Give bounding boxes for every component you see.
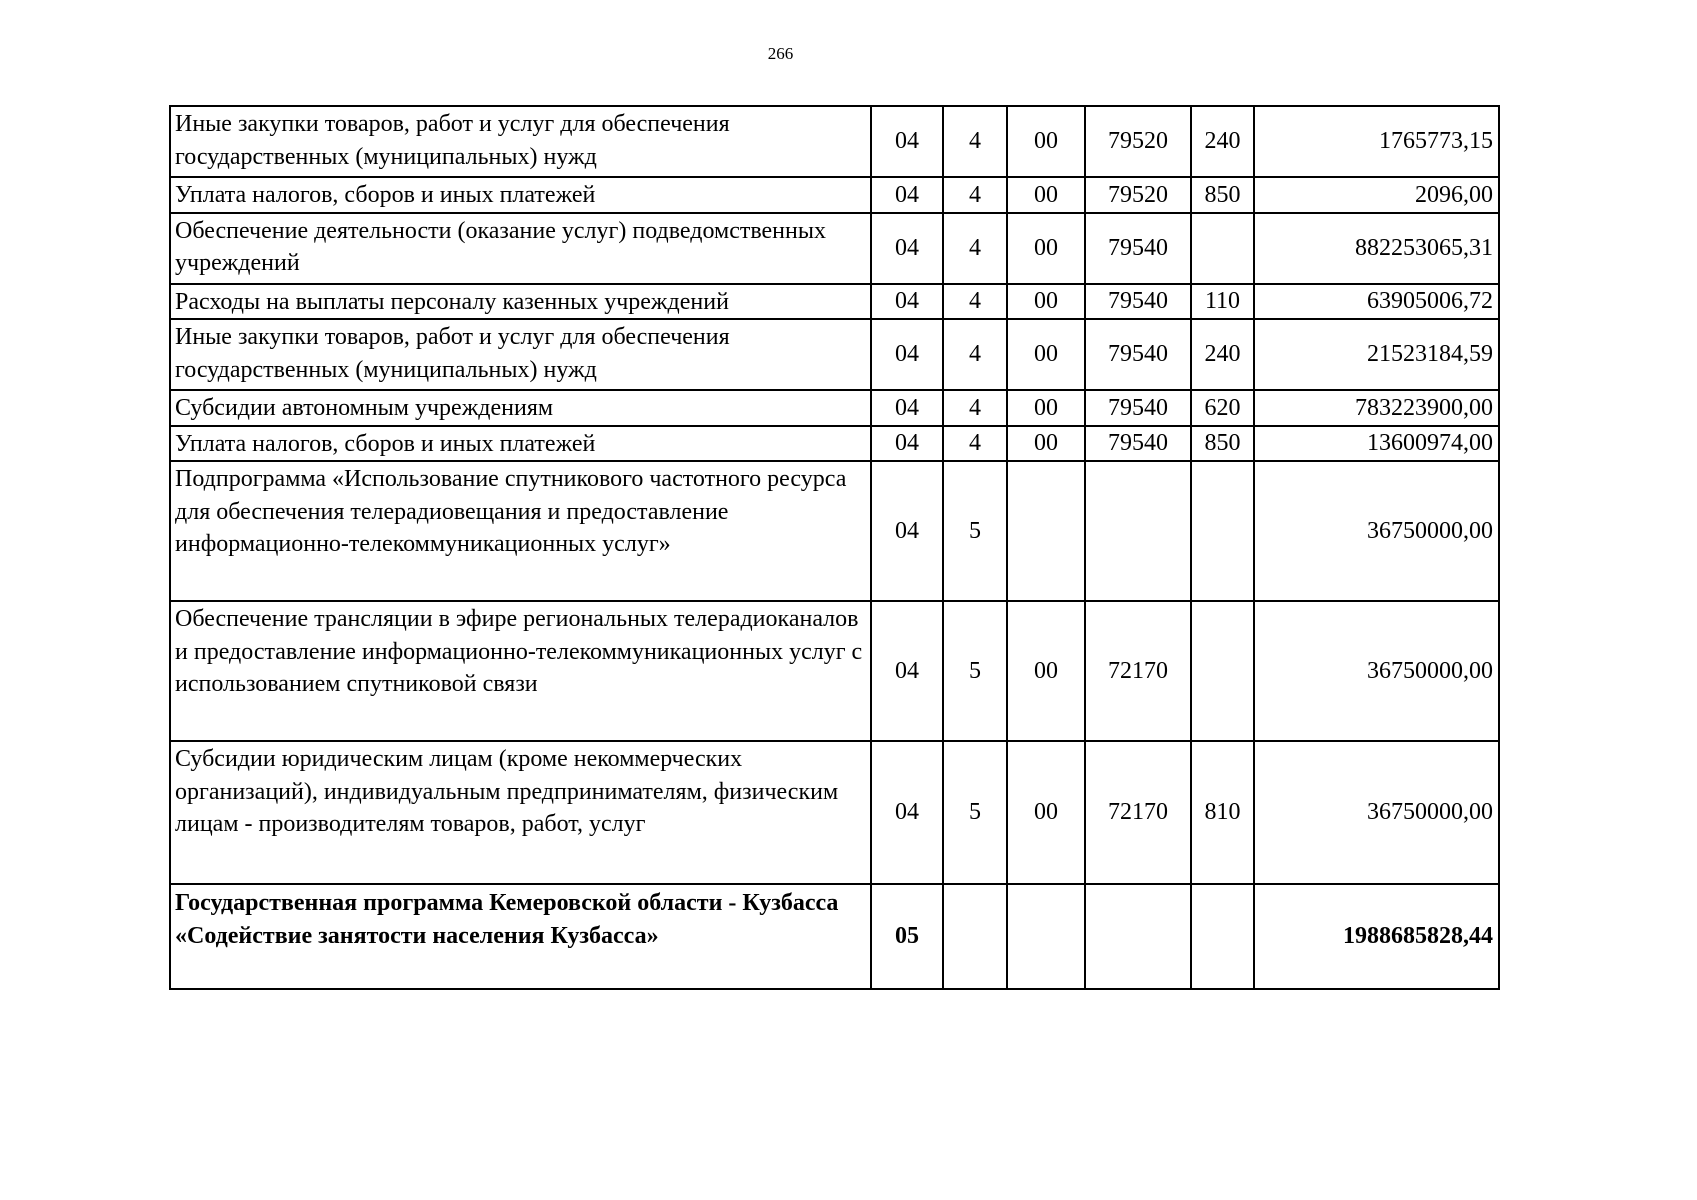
direction-code bbox=[1085, 884, 1191, 989]
subprogram-code: 00 bbox=[1007, 426, 1085, 462]
row-name: Обеспечение деятельности (оказание услуг) подведомственных учреждений bbox=[170, 213, 871, 284]
amount: 1765773,15 bbox=[1254, 106, 1499, 177]
program-code: 4 bbox=[943, 390, 1007, 426]
program-code: 4 bbox=[943, 213, 1007, 284]
direction-code: 72170 bbox=[1085, 601, 1191, 741]
row-name: Иные закупки товаров, работ и услуг для обеспечения государственных (муниципальных) нужд bbox=[170, 319, 871, 390]
section-code: 05 bbox=[871, 884, 943, 989]
section-code: 04 bbox=[871, 426, 943, 462]
section-code: 04 bbox=[871, 601, 943, 741]
expense-type-code: 850 bbox=[1191, 177, 1254, 213]
table-row bbox=[170, 426, 1499, 462]
subprogram-code: 00 bbox=[1007, 213, 1085, 284]
section-code: 04 bbox=[871, 284, 943, 320]
table-row bbox=[170, 461, 1499, 601]
row-name: Уплата налогов, сборов и иных платежей bbox=[170, 177, 871, 213]
amount: 783223900,00 bbox=[1254, 390, 1499, 426]
section-code: 04 bbox=[871, 461, 943, 601]
subprogram-code: 00 bbox=[1007, 106, 1085, 177]
amount: 63905006,72 bbox=[1254, 284, 1499, 320]
direction-code: 79540 bbox=[1085, 284, 1191, 320]
subprogram-code: 00 bbox=[1007, 319, 1085, 390]
subprogram-code: 00 bbox=[1007, 390, 1085, 426]
expense-type-code: 850 bbox=[1191, 426, 1254, 462]
budget-table bbox=[169, 105, 1500, 990]
subprogram-code: 00 bbox=[1007, 741, 1085, 884]
row-name: Государственная программа Кемеровской области - Кузбасса «Содействие занятости населения Кузбасса» bbox=[170, 884, 871, 989]
program-code: 4 bbox=[943, 284, 1007, 320]
direction-code: 79540 bbox=[1085, 390, 1191, 426]
section-code: 04 bbox=[871, 390, 943, 426]
amount: 882253065,31 bbox=[1254, 213, 1499, 284]
amount: 36750000,00 bbox=[1254, 601, 1499, 741]
amount: 13600974,00 bbox=[1254, 426, 1499, 462]
program-code: 4 bbox=[943, 177, 1007, 213]
expense-type-code: 810 bbox=[1191, 741, 1254, 884]
expense-type-code bbox=[1191, 213, 1254, 284]
amount: 2096,00 bbox=[1254, 177, 1499, 213]
direction-code: 79520 bbox=[1085, 106, 1191, 177]
subprogram-code: 00 bbox=[1007, 177, 1085, 213]
amount: 21523184,59 bbox=[1254, 319, 1499, 390]
table-row bbox=[170, 177, 1499, 213]
subprogram-code: 00 bbox=[1007, 284, 1085, 320]
row-name: Расходы на выплаты персоналу казенных учреждений bbox=[170, 284, 871, 320]
section-code: 04 bbox=[871, 213, 943, 284]
table-row bbox=[170, 284, 1499, 320]
table-row bbox=[170, 741, 1499, 884]
subprogram-code: 00 bbox=[1007, 601, 1085, 741]
program-code: 5 bbox=[943, 741, 1007, 884]
table-row bbox=[170, 106, 1499, 177]
row-name: Иные закупки товаров, работ и услуг для обеспечения государственных (муниципальных) нужд bbox=[170, 106, 871, 177]
row-name: Субсидии юридическим лицам (кроме некоммерческих организаций), индивидуальным предпринимателям, физическим лицам - производителям товаров, работ, услуг bbox=[170, 741, 871, 884]
program-code: 4 bbox=[943, 106, 1007, 177]
program-code: 5 bbox=[943, 601, 1007, 741]
subprogram-code bbox=[1007, 884, 1085, 989]
direction-code: 79540 bbox=[1085, 426, 1191, 462]
table-row bbox=[170, 601, 1499, 741]
table-row-program-total bbox=[170, 884, 1499, 989]
amount: 1988685828,44 bbox=[1254, 884, 1499, 989]
expense-type-code: 240 bbox=[1191, 319, 1254, 390]
expense-type-code: 620 bbox=[1191, 390, 1254, 426]
page-number: 266 bbox=[767, 44, 794, 63]
program-code: 5 bbox=[943, 461, 1007, 601]
section-code: 04 bbox=[871, 741, 943, 884]
program-code: 4 bbox=[943, 319, 1007, 390]
expense-type-code: 110 bbox=[1191, 284, 1254, 320]
direction-code bbox=[1085, 461, 1191, 601]
row-name: Обеспечение трансляции в эфире региональных телерадиоканалов и предоставление информационно-телекоммуникационных услуг с использованием спутниковой связи bbox=[170, 601, 871, 741]
direction-code: 79540 bbox=[1085, 213, 1191, 284]
direction-code: 79540 bbox=[1085, 319, 1191, 390]
direction-code: 72170 bbox=[1085, 741, 1191, 884]
section-code: 04 bbox=[871, 177, 943, 213]
expense-type-code: 240 bbox=[1191, 106, 1254, 177]
program-code bbox=[943, 884, 1007, 989]
row-name: Уплата налогов, сборов и иных платежей bbox=[170, 426, 871, 462]
direction-code: 79520 bbox=[1085, 177, 1191, 213]
row-name: Субсидии автономным учреждениям bbox=[170, 390, 871, 426]
table-row bbox=[170, 390, 1499, 426]
expense-type-code bbox=[1191, 884, 1254, 989]
table-row bbox=[170, 213, 1499, 284]
amount: 36750000,00 bbox=[1254, 461, 1499, 601]
section-code: 04 bbox=[871, 319, 943, 390]
row-name: Подпрограмма «Использование спутникового частотного ресурса для обеспечения телерадиовещания и предоставление информационно-телекоммуникационных услуг» bbox=[170, 461, 871, 601]
table-row bbox=[170, 319, 1499, 390]
subprogram-code bbox=[1007, 461, 1085, 601]
expense-type-code bbox=[1191, 461, 1254, 601]
expense-type-code bbox=[1191, 601, 1254, 741]
amount: 36750000,00 bbox=[1254, 741, 1499, 884]
program-code: 4 bbox=[943, 426, 1007, 462]
section-code: 04 bbox=[871, 106, 943, 177]
